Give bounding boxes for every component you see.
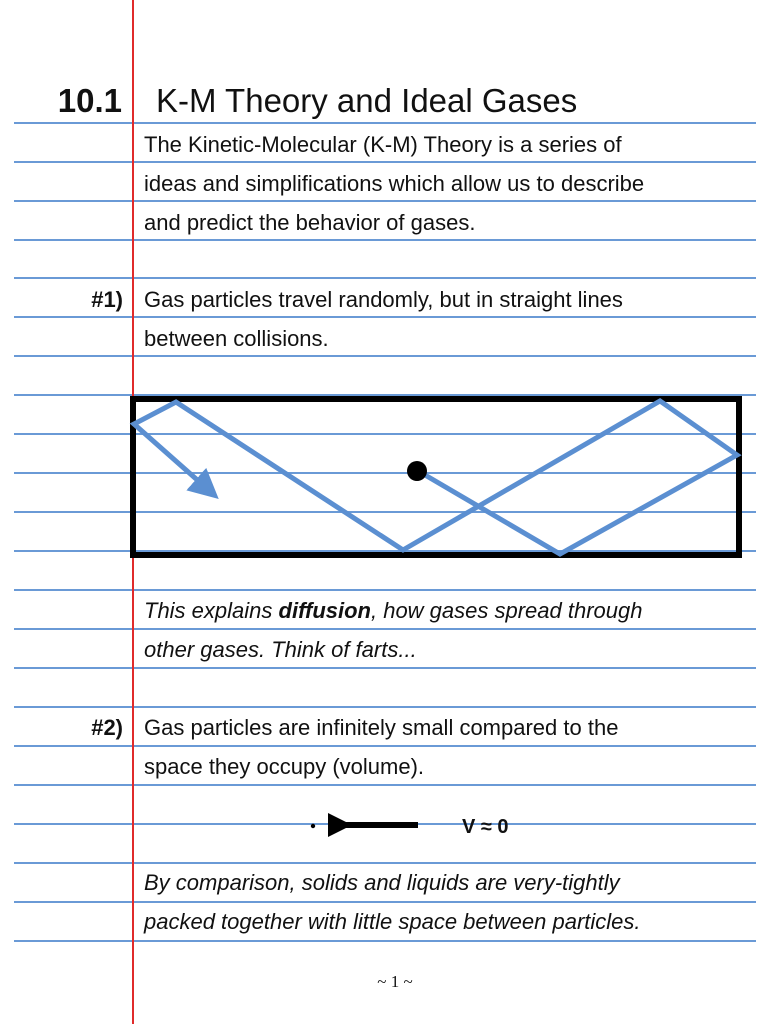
section-title: K-M Theory and Ideal Gases bbox=[156, 82, 578, 119]
intro-line-2: ideas and simplifications which allow us to describe bbox=[144, 171, 645, 196]
diffusion-note-prefix: This explains bbox=[144, 598, 279, 623]
point-2-line-1: Gas particles are infinitely small compared to the bbox=[144, 715, 619, 740]
diffusion-note-line-2: other gases. Think of farts... bbox=[144, 637, 417, 662]
volume-approx-label: V ≈ 0 bbox=[462, 816, 509, 838]
point-2-label: #2) bbox=[91, 715, 123, 740]
tiny-particle bbox=[311, 824, 315, 828]
diffusion-note-line-1 bbox=[144, 598, 643, 624]
diffusion-term: diffusion bbox=[278, 598, 371, 623]
particle-path bbox=[134, 401, 737, 554]
point-1-line-2: between collisions. bbox=[144, 326, 329, 351]
point-1-label: #1) bbox=[91, 287, 123, 312]
intro-line-1: The Kinetic-Molecular (K-M) Theory is a series of bbox=[144, 132, 622, 157]
comparison-line-2: packed together with little space between particles. bbox=[144, 909, 641, 934]
page-number: ~ 1 ~ bbox=[377, 972, 413, 991]
point-2-line-2: space they occupy (volume). bbox=[144, 754, 425, 779]
intro-line-3: and predict the behavior of gases. bbox=[144, 210, 476, 235]
comparison-line-1: By comparison, solids and liquids are very-tightly bbox=[144, 870, 620, 895]
point-1-line-1: Gas particles travel randomly, but in straight lines bbox=[144, 287, 623, 312]
section-number: 10.1 bbox=[57, 82, 122, 119]
gas-particle bbox=[407, 461, 427, 481]
diffusion-note-suffix: , how gases spread through bbox=[370, 598, 643, 623]
